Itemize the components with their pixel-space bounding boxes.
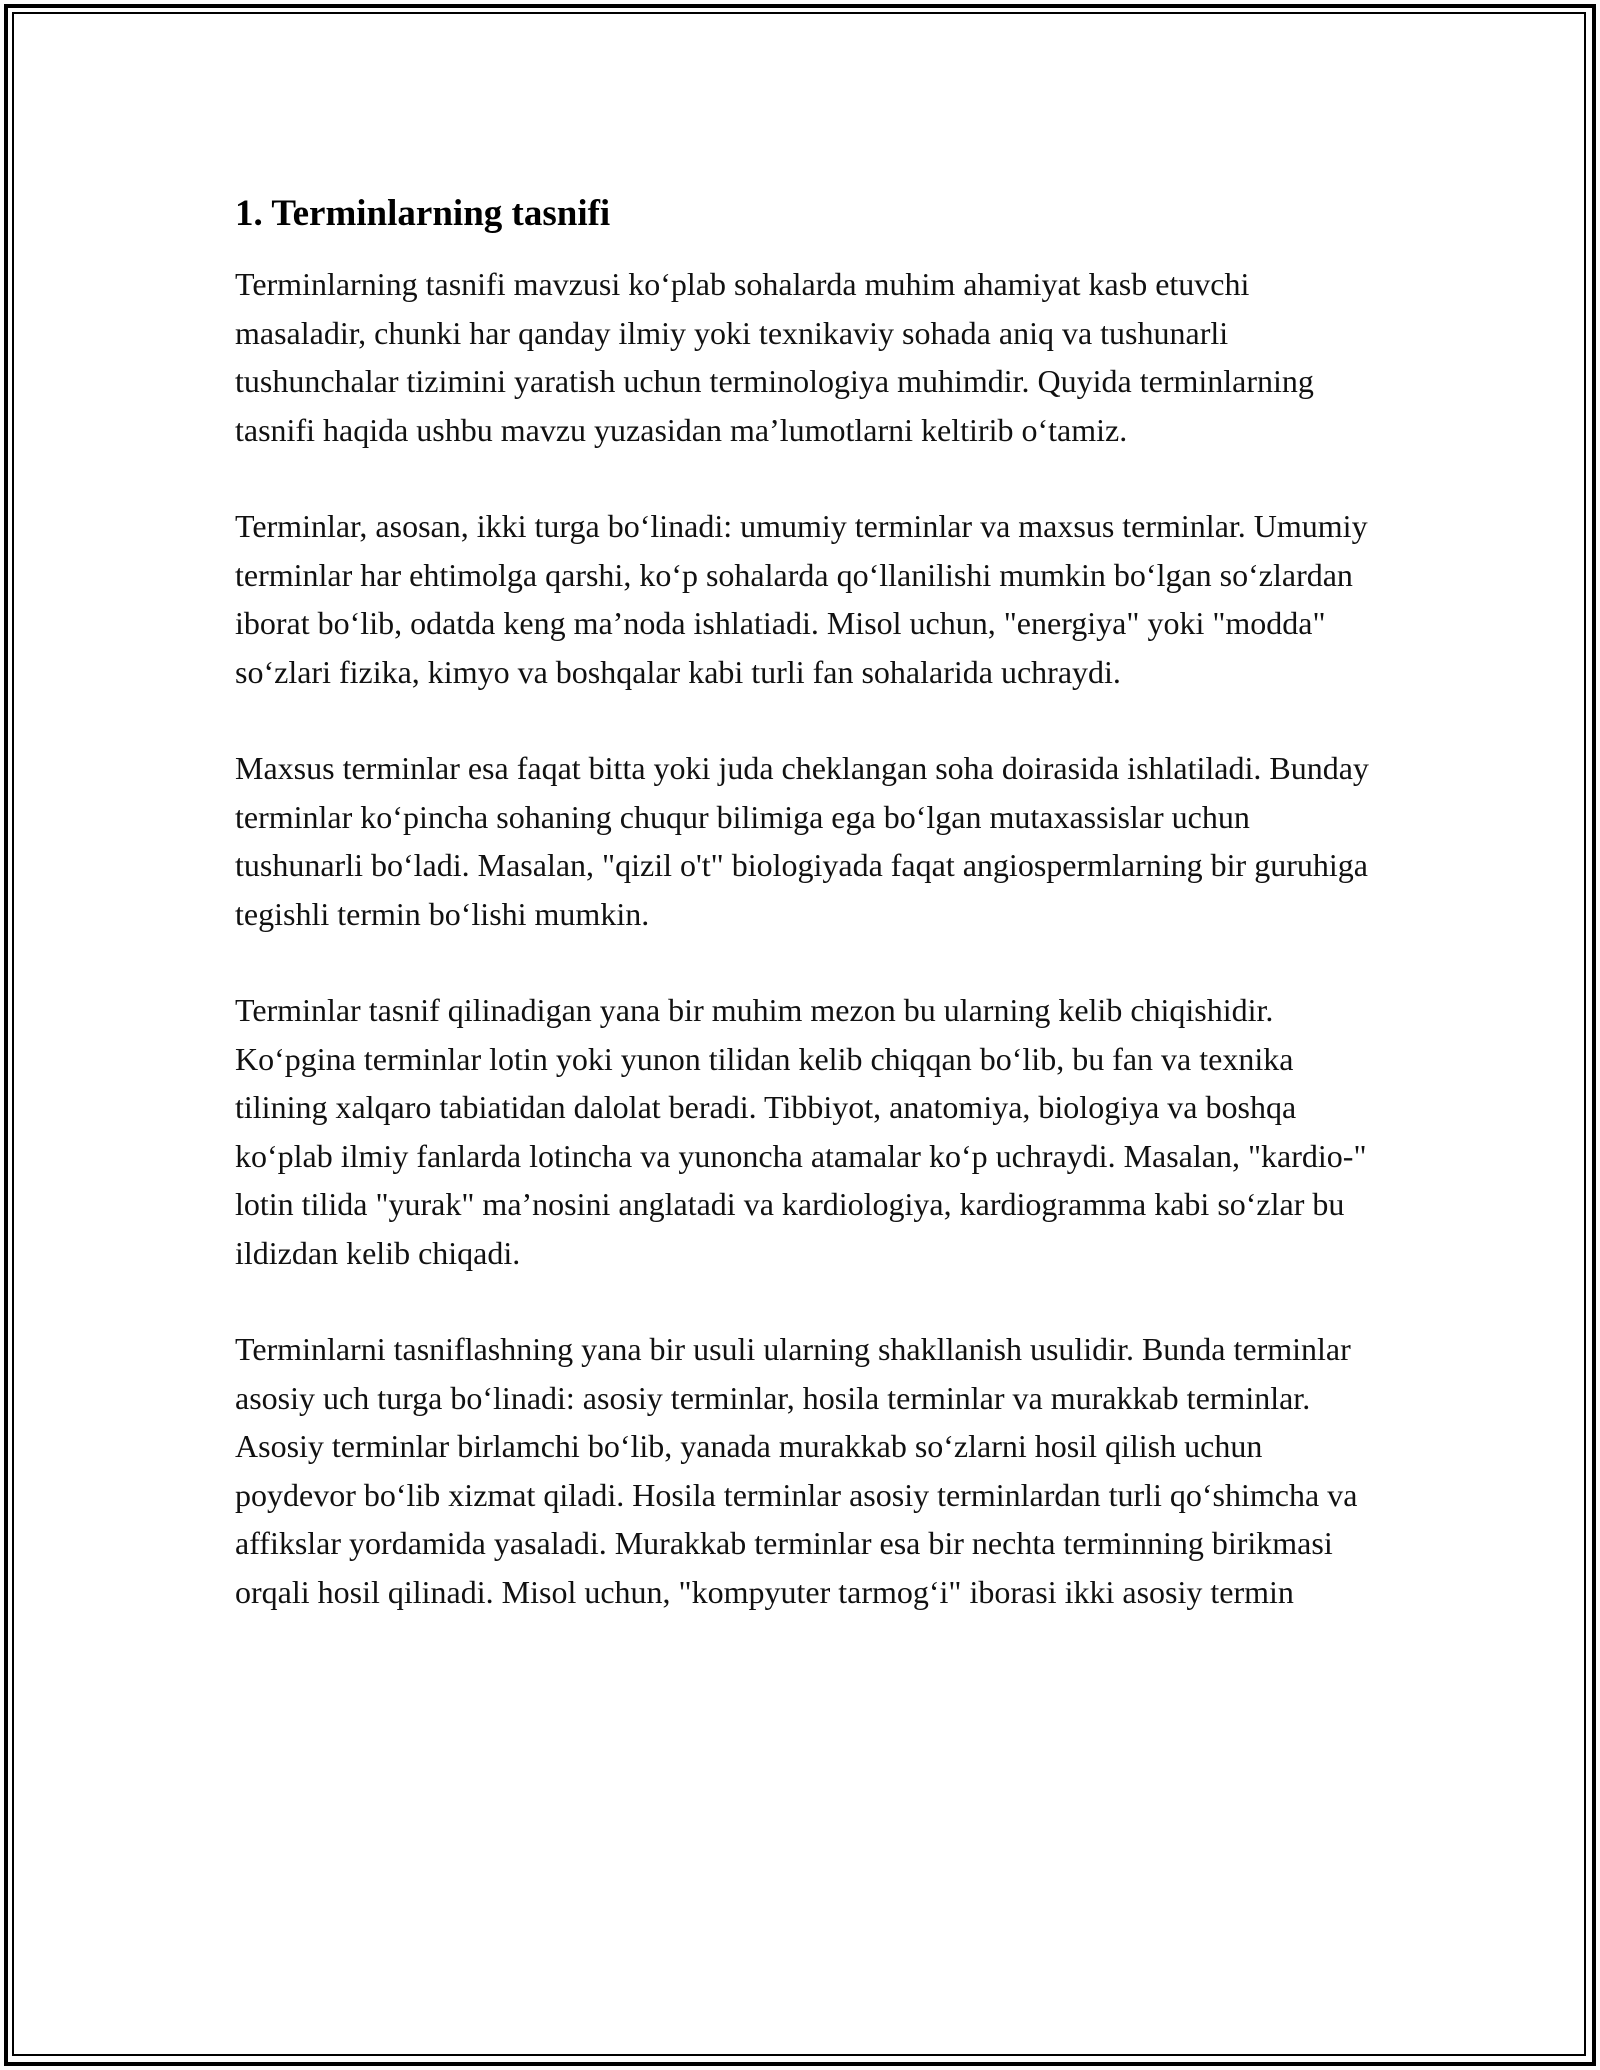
document-body (235, 186, 1375, 1616)
paragraph-special-terms: Maxsus terminlar esa faqat bitta yoki juda cheklangan soha doirasida ishlatiladi. Bunday terminlar ko‘pincha sohaning chuqur bilimiga ega bo‘lgan mutaxassislar uchun tushunarli bo‘ladi. Masalan, "qizil o't" biologiyada faqat angiospermlarning bir guruhiga tegishli termin bo‘lishi mumkin. (235, 750, 1369, 932)
paragraph-general-special-terms: Terminlar, asosan, ikki turga bo‘linadi: umumiy terminlar va maxsus terminlar. Umumiy terminlar har ehtimolga qarshi, ko‘p sohalarda qo‘llanilishi mumkin bo‘lgan so‘zlardan iborat bo‘lib, odatda keng ma’noda ishlatiadi. Misol uchun, "energiya" yoki "modda" so‘zlari fizika, kimyo va boshqalar kabi turli fan sohalarida uchraydi. (235, 508, 1368, 690)
paragraph-term-origin: Terminlar tasnif qilinadigan yana bir muhim mezon bu ularning kelib chiqishidir. Ko‘pgina terminlar lotin yoki yunon tilidan kelib chiqqan bo‘lib, bu fan va texnika tilining xalqaro tabiatidan dalolat beradi. Tibbiyot, anatomiya, biologiya va boshqa ko‘plab ilmiy fanlarda lotincha va yunoncha atamalar ko‘p uchraydi. Masalan, "kardio-" lotin tilida "yurak" ma’nosini anglatadi va kardiologiya, kardiogramma kabi so‘zlar bu ildizdan kelib chiqadi. (235, 992, 1367, 1271)
paragraph-term-formation: Terminlarni tasniflashning yana bir usuli ularning shakllanish usulidir. Bunda terminlar asosiy uch turga bo‘linadi: asosiy terminlar, hosila terminlar va murakkab terminlar. Asosiy terminlar birlamchi bo‘lib, yanada murakkab so‘zlarni hosil qilish uchun poydevor bo‘lib xizmat qiladi. Hosila terminlar asosiy terminlardan turli qo‘shimcha va affikslar yordamida yasaladi. Murakkab terminlar esa bir nechta terminning birikmasi orqali hosil qilinadi. Misol uchun, "kompyuter tarmog‘i" iborasi ikki asosiy termin (235, 1331, 1358, 1610)
paragraph-intro: Terminlarning tasnifi mavzusi ko‘plab sohalarda muhim ahamiyat kasb etuvchi masaladir, chunki har qanday ilmiy yoki texnikaviy sohada aniq va tushunarli tushunchalar tizimini yaratish uchun terminologiya muhimdir. Quyida terminlarning tasnifi haqida ushbu mavzu yuzasidan ma’lumotlarni keltirib o‘tamiz. (235, 266, 1314, 448)
section-heading: 1. Terminlarning tasnifi (235, 193, 611, 234)
